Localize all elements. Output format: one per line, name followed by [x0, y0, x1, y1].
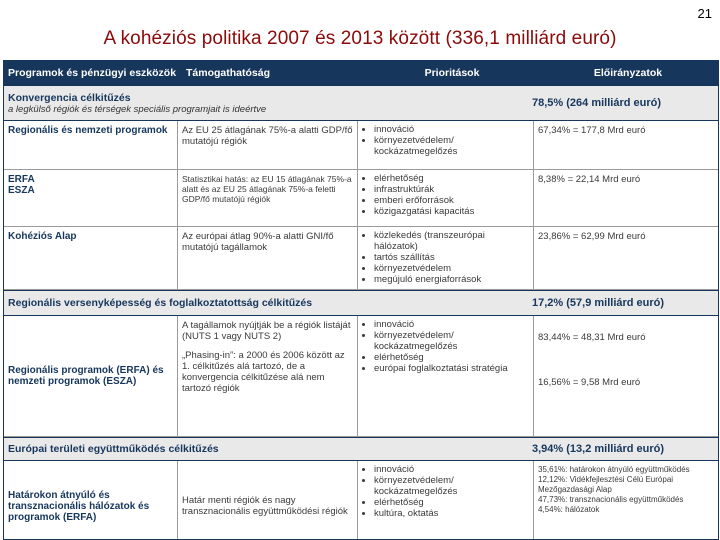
page-title: A kohéziós politika 2007 és 2013 között (336,1 milliárd euró) [103, 28, 617, 49]
allocation: 35,61%: határokon átnyúló együttműködés 12,12%: Vidékfejlesztési Célú Európai Mezőgazdasági Alap 47,73%: transznacionális együttműködés 4,54%: hálózatok [538, 465, 690, 514]
program-name: Regionális programok (ERFA) és nemzeti programok (ESZA) [4, 316, 178, 436]
eligibility: Az európai átlag 90%-a alatti GNI/fő mutatójú tagállamok [178, 227, 358, 289]
section-total: 78,5% (264 milliárd euró) [532, 97, 661, 109]
allocation: 23,86% = 62,99 Mrd euró [538, 231, 646, 242]
section-title: Európai területi együttműködés célkitűzés [8, 443, 219, 455]
priorities-list [358, 461, 534, 540]
section-note: a legkülső régiók és térségek speciális programjait is ideértve [8, 103, 267, 115]
priority-item: • elérhetőség [374, 352, 529, 363]
table-row [4, 316, 718, 437]
priority-item: • kultúra, oktatás [374, 508, 529, 519]
allocation: 8,38% = 22,14 Mrd euró [538, 174, 641, 185]
eligibility: A tagállamok nyújtják be a régiók listáját (NUTS 1 vagy NUTS 2) „Phasing-in”: a 2000 és 2006 között az 1. célkitűzés alá tartozó, de a konvergencia célkitűzése alá nem tartozó régiók [178, 316, 358, 436]
priority-item: • elérhetőség [374, 173, 529, 184]
priority-item: • innováció [374, 319, 529, 330]
priority-item: • környezetvédelem/ kockázatmegelőzés [374, 475, 529, 497]
priorities-list [358, 227, 534, 289]
section-competitiveness [4, 290, 718, 316]
program-name: ERFA ESZA [4, 170, 178, 226]
section-total: 3,94% (13,2 milliárd euró) [532, 443, 665, 455]
section-total: 17,2% (57,9 milliárd euró) [532, 297, 665, 309]
allocation: 67,34% = 177,8 Mrd euró [538, 125, 646, 136]
priority-item: • közlekedés (transzeurópai hálózatok) [374, 230, 529, 252]
cohesion-policy-table [3, 60, 719, 540]
table-row [4, 461, 718, 540]
priorities-list [358, 121, 534, 169]
priority-item: • elérhetőség [374, 497, 529, 508]
priority-item: • tartós szállítás [374, 252, 529, 263]
priority-item: • emberi erőforrások [374, 195, 529, 206]
eligibility: Az EU 25 átlagának 75%-a alatti GDP/fő mutatójú régiók [178, 121, 358, 169]
priority-item: • infrastruktúrák [374, 184, 529, 195]
header-priorities: Prioritások [424, 67, 480, 79]
priority-item: • közigazgatási kapacitás [374, 206, 529, 217]
priorities-list [358, 170, 534, 226]
program-name: Határokon átnyúló és transznacionális hálózatok és programok (ERFA) [4, 461, 178, 540]
priority-item: • környezetvédelem/ kockázatmegelőzés [374, 330, 529, 352]
program-name: Kohéziós Alap [4, 227, 178, 289]
priority-item: • környezetvédelem/ kockázatmegelőzés [374, 135, 529, 157]
eligibility: Határ menti régiók és nagy transznacionális együttműködési régiók [178, 461, 358, 540]
section-title: Konvergencia célkitűzés [8, 91, 131, 104]
priority-item: • innováció [374, 124, 529, 135]
allocation: 83,44% = 48,31 Mrd euró 16,56% = 9,58 Mrd euró [538, 332, 646, 388]
header-eligibility: Támogathatóság [186, 67, 271, 79]
section-title: Regionális versenyképesség és foglalkoztatottság célkitűzés [8, 297, 313, 309]
section-territorial [4, 437, 718, 461]
priority-item: • megújuló energiaforrások [374, 274, 529, 285]
section-convergence [4, 85, 718, 121]
priority-item: • európai foglalkoztatási stratégia [374, 363, 529, 374]
header-programs: Programok és pénzügyi eszközök [8, 67, 177, 79]
eligibility: Statisztikai hatás: az EU 15 átlagának 75%-a alatt és az EU 25 átlagának 75%-a feletti GDP/fő mutatójú régiók [178, 170, 358, 226]
header-allocations: Előirányzatok [593, 67, 663, 79]
table-row [4, 121, 718, 170]
priorities-list [358, 316, 534, 436]
table-row [4, 227, 718, 290]
priority-item: • környezetvédelem [374, 263, 529, 274]
table-row [4, 170, 718, 227]
page-number: 21 [697, 6, 712, 21]
program-name: Regionális és nemzeti programok [4, 121, 178, 169]
priority-item: • innováció [374, 464, 529, 475]
table-header [4, 61, 718, 85]
